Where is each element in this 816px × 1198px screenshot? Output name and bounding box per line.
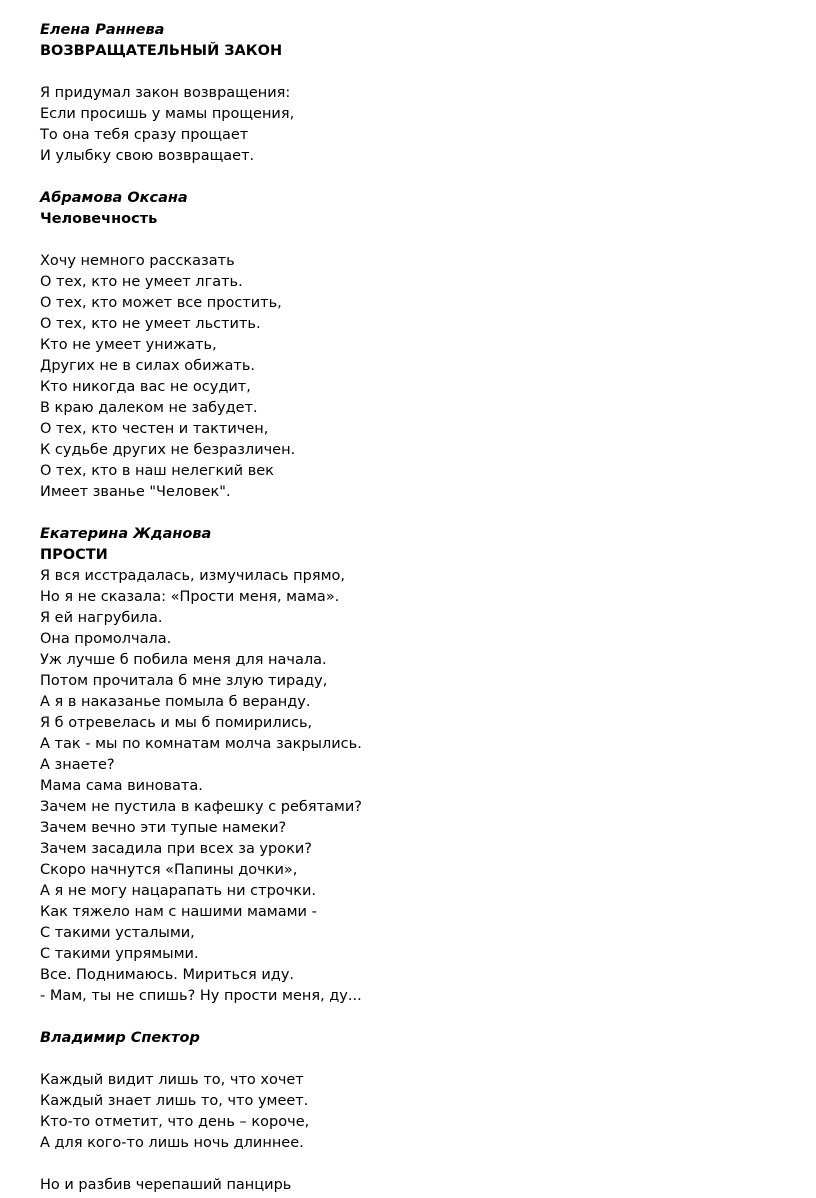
poem-line: С такими упрямыми. [40,946,199,962]
poem-line: Каждый видит лишь то, что хочет [40,1072,304,1088]
poem-line: Но и разбив черепаший панцирь [40,1177,292,1193]
poem-line: О тех, кто не умеет льстить. [40,316,261,332]
poem-section [40,20,780,188]
poem-line: А знаете? [40,757,115,773]
poem-line: Имеет званье "Человек". [40,484,231,500]
poem-section [40,524,780,1028]
poem-title: ПРОСТИ [40,547,108,563]
blank-line [40,1154,780,1175]
poem-line: Кто-то отметит, что день – короче, [40,1114,310,1130]
poem-line: Все. Поднимаюсь. Мириться иду. [40,967,295,983]
poem-line: Мама сама виновата. [40,778,203,794]
poem-author: Абрамова Оксана [40,190,188,206]
poem-line: Зачем вечно эти тупые намеки? [40,820,287,836]
poem-list [40,20,780,1196]
section-gap [40,503,780,524]
poem-line: Скоро начнутся «Папины дочки», [40,862,298,878]
poem-line: Хочу немного рассказать [40,253,235,269]
poem-line: Потом прочитала б мне злую тираду, [40,673,328,689]
poem-author: Елена Раннева [40,22,165,38]
poem-line: То она тебя сразу прощает [40,127,249,143]
poem-line: А я в наказанье помыла б веранду. [40,694,311,710]
poem-section [40,188,780,524]
poem-line: А для кого-то лишь ночь длиннее. [40,1135,304,1151]
poem-line: Я вся исстрадалась, измучилась прямо, [40,568,345,584]
poem-line: А так - мы по комнатам молча закрылись. [40,736,362,752]
poem-title: Человечность [40,211,158,227]
poem-line: Кто никогда вас не осудит, [40,379,251,395]
poem-line: Если просишь у мамы прощения, [40,106,295,122]
poem-line: Каждый знает лишь то, что умеет. [40,1093,309,1109]
poem-line: - Мам, ты не спишь? Ну прости меня, ду... [40,988,362,1004]
poem-line: Она промолчала. [40,631,172,647]
poem-line: О тех, кто может все простить, [40,295,282,311]
poem-line: Я ей нагрубила. [40,610,163,626]
poem-line: Зачем не пустила в кафешку с ребятами? [40,799,362,815]
poem-line: О тех, кто честен и тактичен, [40,421,269,437]
poem-line: Я придумал закон возвращения: [40,85,291,101]
poem-line: Как тяжело нам с нашими мамами - [40,904,317,920]
section-gap [40,1007,780,1028]
poem-line: Других не в силах обижать. [40,358,256,374]
poem-line: О тех, кто не умеет лгать. [40,274,243,290]
document-page [40,20,780,1196]
poem-section [40,1028,780,1196]
poem-line: К судьбе других не безразличен. [40,442,296,458]
poem-line: Но я не сказала: «Прости меня, мама». [40,589,340,605]
blank-line [40,230,780,251]
poem-line: Я б отревелась и мы б помирились, [40,715,313,731]
poem-title: ВОЗВРАЩАТЕЛЬНЫЙ ЗАКОН [40,43,283,59]
section-gap [40,167,780,188]
poem-line: Зачем засадила при всех за уроки? [40,841,312,857]
poem-line: О тех, кто в наш нелегкий век [40,463,274,479]
poem-line: Уж лучше б побила меня для начала. [40,652,327,668]
blank-line [40,62,780,83]
poem-line: С такими усталыми, [40,925,195,941]
blank-line [40,1049,780,1070]
poem-author: Екатерина Жданова [40,526,212,542]
poem-author: Владимир Спектор [40,1030,200,1046]
poem-line: И улыбку свою возвращает. [40,148,255,164]
poem-line: Кто не умеет унижать, [40,337,217,353]
poem-line: В краю далеком не забудет. [40,400,258,416]
poem-line: А я не могу нацарапать ни строчки. [40,883,317,899]
